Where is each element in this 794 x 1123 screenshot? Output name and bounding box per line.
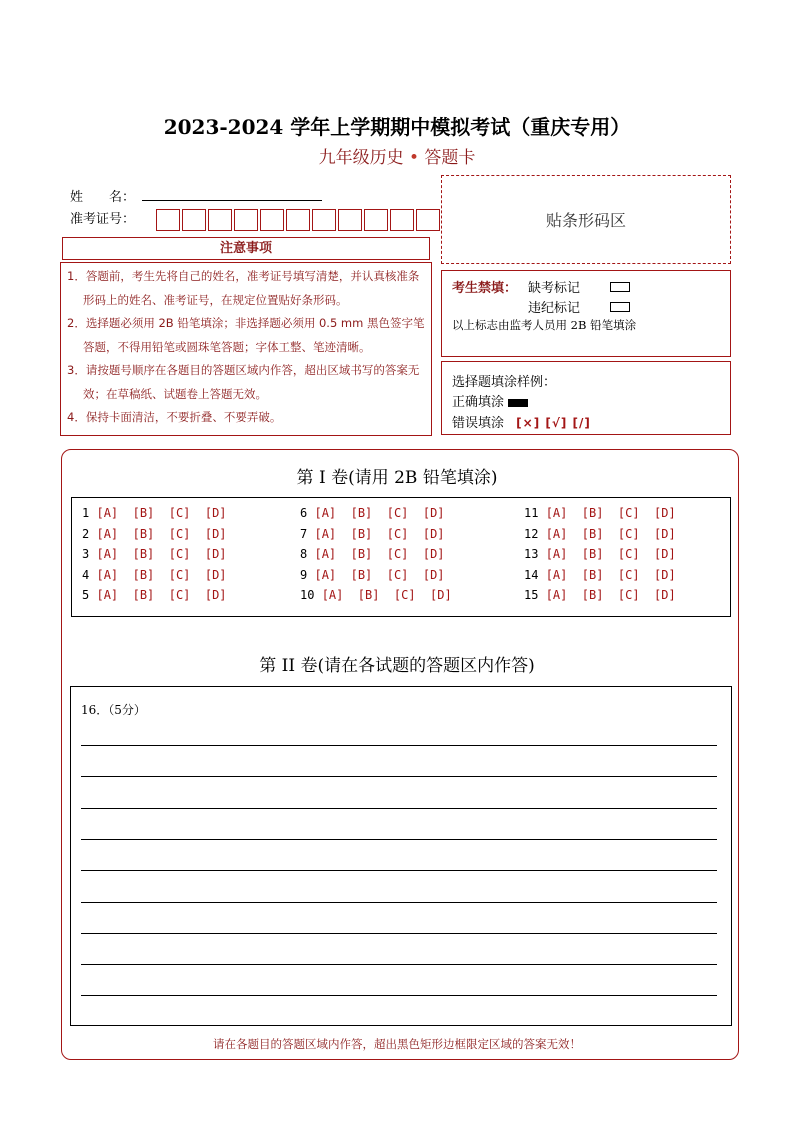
option-bubbles[interactable]: [A] [B] [C] [D]	[96, 506, 227, 520]
option-bubbles[interactable]: [A] [B] [C] [D]	[321, 588, 452, 602]
notice-item: 2．选择题必须用 2B 铅笔填涂；非选择题必须用 0.5 mm 黑色签字笔答题，不得用铅笔或圆珠笔答题；字体工整、笔迹清晰。	[67, 316, 425, 354]
forbid-label: 考生禁填：	[452, 281, 518, 296]
option-bubbles[interactable]: [A] [B] [C] [D]	[314, 567, 445, 582]
answer-writing-line	[81, 933, 717, 934]
exam-id-digit-box[interactable]	[416, 209, 440, 231]
option-bubbles[interactable]: [A] [B] [C] [D]	[96, 526, 227, 541]
option-bubbles[interactable]: [A] [B] [C] [D]	[314, 526, 445, 541]
choice-question-row[interactable]	[82, 588, 227, 602]
fill-sample-box	[441, 361, 731, 435]
barcode-label: 贴条形码区	[545, 211, 626, 230]
forbid-box	[441, 270, 731, 357]
choice-question-row[interactable]	[524, 568, 676, 582]
option-bubbles[interactable]: [A] [B] [C] [D]	[96, 547, 227, 561]
question-number: 4	[82, 567, 90, 582]
question-16-answer-box[interactable]	[70, 686, 732, 1026]
question-number: 3	[82, 547, 90, 561]
name-field[interactable]	[142, 200, 322, 201]
question-number: 1	[82, 506, 90, 520]
exam-id-digit-box[interactable]	[364, 209, 388, 231]
choice-question-row[interactable]	[300, 568, 445, 582]
question-number: 2	[82, 526, 90, 541]
answer-writing-line	[81, 870, 717, 871]
exam-id-digit-box[interactable]	[182, 209, 206, 231]
absent-mark-box[interactable]	[610, 282, 630, 292]
page-title: 2023-2024 学年上学期期中模拟考试（重庆专用）	[163, 115, 631, 139]
exam-id-digit-box[interactable]	[156, 209, 180, 231]
notice-item: 3．请按题号顺序在各题目的答题区域内作答，超出区域书写的答案无效；在草稿纸、试题卷上答题无效。	[67, 363, 420, 401]
option-bubbles[interactable]: [A] [B] [C] [D]	[96, 588, 227, 602]
subtitle-subject: 九年级历史	[318, 148, 404, 168]
violation-mark-box[interactable]	[610, 302, 630, 312]
choice-question-row[interactable]	[524, 506, 676, 520]
choice-answer-grid	[71, 497, 731, 617]
question-number: 5	[82, 588, 90, 602]
footer-warning: 请在各题目的答题区域内作答，超出黑色矩形边框限定区域的答案无效！	[213, 1037, 581, 1051]
exam-id-label: 准考证号：	[70, 212, 136, 227]
name-label: 姓 名：	[70, 190, 136, 205]
exam-id-digit-box[interactable]	[260, 209, 284, 231]
fill-sample-title: 选择题填涂样例：	[452, 375, 557, 390]
choice-question-row[interactable]	[524, 527, 676, 541]
choice-question-row[interactable]	[524, 588, 676, 602]
exam-id-digit-box[interactable]	[208, 209, 232, 231]
forbid-note: 以上标志由监考人员用 2B 铅笔填涂	[452, 318, 637, 332]
subtitle-card: 答题卡	[424, 148, 476, 168]
barcode-area	[441, 175, 731, 264]
absent-mark-label: 缺考标记	[528, 281, 581, 296]
answer-writing-line	[81, 995, 717, 996]
option-bubbles[interactable]: [A] [B] [C] [D]	[545, 547, 676, 561]
exam-id-digit-box[interactable]	[390, 209, 414, 231]
question-number: 14	[524, 567, 539, 582]
choice-question-row[interactable]	[300, 588, 452, 602]
question-number: 10	[300, 588, 315, 602]
wrong-fill-marks: [×] [√] [/]	[516, 416, 591, 430]
choice-question-row[interactable]	[82, 506, 227, 520]
question-number: 12	[524, 526, 539, 541]
part1-title: 第 I 卷(请用 2B 铅笔填涂)	[296, 468, 498, 488]
answer-writing-line	[81, 902, 717, 903]
question-number: 13	[524, 547, 539, 561]
choice-question-row[interactable]	[82, 547, 227, 561]
choice-question-row[interactable]	[524, 547, 676, 561]
question-number: 7	[300, 526, 308, 541]
option-bubbles[interactable]: [A] [B] [C] [D]	[314, 506, 445, 520]
answer-writing-line	[81, 776, 717, 777]
exam-id-digit-box[interactable]	[234, 209, 258, 231]
answer-writing-line	[81, 808, 717, 809]
choice-question-row[interactable]	[300, 506, 445, 520]
question-number: 6	[300, 506, 308, 520]
option-bubbles[interactable]: [A] [B] [C] [D]	[96, 567, 227, 582]
choice-question-row[interactable]	[82, 527, 227, 541]
notice-body	[60, 262, 432, 436]
option-bubbles[interactable]: [A] [B] [C] [D]	[314, 547, 445, 561]
question-number: 15	[524, 588, 539, 602]
question-number: 11	[524, 506, 539, 520]
subtitle-dot: •	[408, 148, 420, 168]
question-number: 8	[300, 547, 308, 561]
answer-writing-line	[81, 839, 717, 840]
notice-item: 4．保持卡面清洁，不要折叠、不要弄破。	[67, 410, 282, 424]
part2-title: 第 II 卷(请在各试题的答题区内作答)	[259, 656, 535, 676]
question-number: 9	[300, 567, 308, 582]
choice-question-row[interactable]	[300, 547, 445, 561]
exam-id-digit-box[interactable]	[338, 209, 362, 231]
notice-heading: 注意事项	[62, 237, 430, 260]
question-16-label: 16．（5分）	[81, 703, 146, 717]
exam-id-boxes	[156, 209, 442, 231]
notice-item: 1．答题前，考生先将自己的姓名，准考证号填写清楚，并认真核准条形码上的姓名、准考证号，在规定位置贴好条形码。	[67, 269, 420, 307]
choice-question-row[interactable]	[82, 568, 227, 582]
answer-writing-line	[81, 964, 717, 965]
exam-id-digit-box[interactable]	[286, 209, 310, 231]
violation-mark-label: 违纪标记	[528, 301, 581, 316]
correct-fill-mark	[508, 399, 528, 407]
option-bubbles[interactable]: [A] [B] [C] [D]	[545, 506, 676, 520]
exam-id-digit-box[interactable]	[312, 209, 336, 231]
correct-fill-label: 正确填涂	[452, 395, 505, 410]
option-bubbles[interactable]: [A] [B] [C] [D]	[545, 588, 676, 602]
answer-writing-line	[81, 745, 717, 746]
option-bubbles[interactable]: [A] [B] [C] [D]	[545, 526, 676, 541]
page-subtitle	[0, 143, 794, 168]
wrong-fill-label: 错误填涂	[452, 416, 505, 431]
choice-question-row[interactable]	[300, 527, 445, 541]
option-bubbles[interactable]: [A] [B] [C] [D]	[545, 567, 676, 582]
